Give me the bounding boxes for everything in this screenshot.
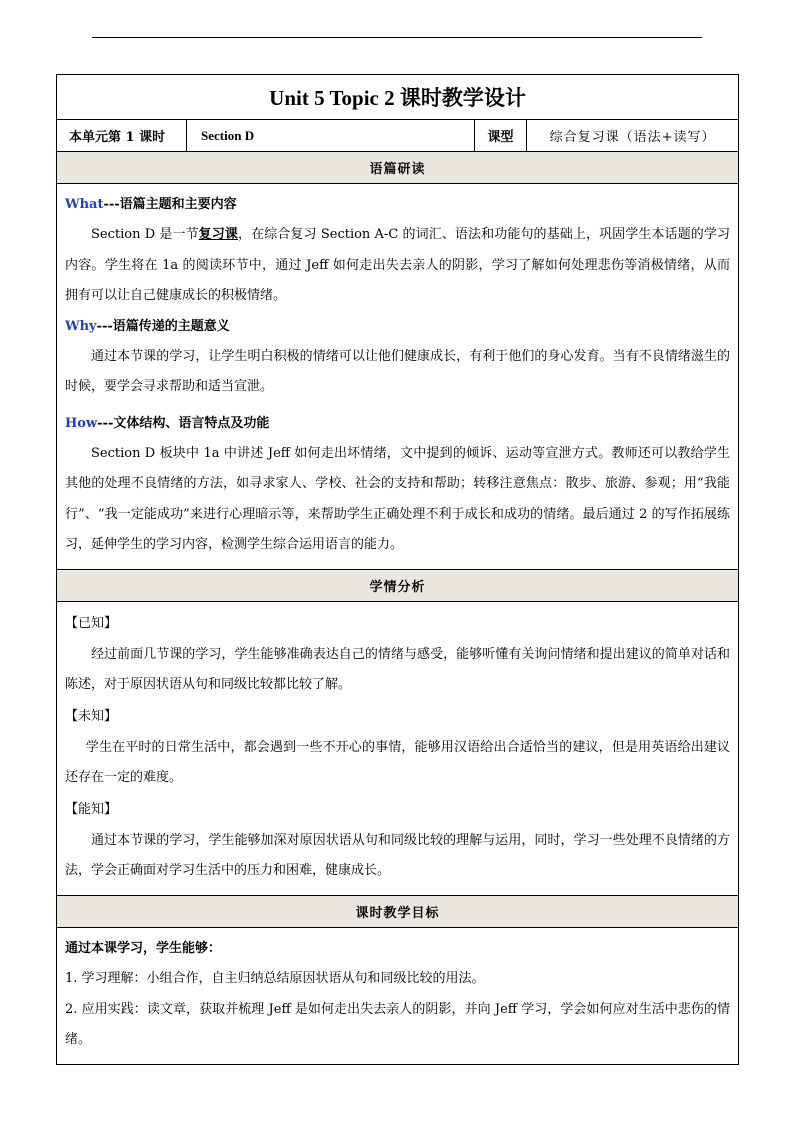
header-rule	[92, 37, 702, 38]
able-paragraph: 通过本节课的学习，学生能够加深对原因状语从句和同级比较的理解与运用，同时，学习一些处理不良情绪的方法，学会正确面对学习生活中的压力和困难，健康成长。	[65, 832, 731, 878]
analysis-body	[57, 601, 739, 895]
why-heading-text: ---语篇传递的主题意义	[96, 318, 230, 334]
discourse-body-row	[57, 184, 739, 570]
discourse-heading: 语篇研读	[57, 152, 739, 184]
lesson-number-label: 本单元第 1 课时	[57, 120, 187, 152]
what-text-after: ，在综合复习 Section A-C 的词汇、语法和功能句的基础上，巩固学生本话题的学习内容。学生将在 1a 的阅读环节中，通过 Jeff 如何走出失去亲人的阴影，学习了解如何处理悲伤等消极情绪，从而拥有可以让自己健康成长的积极情绪。	[65, 227, 731, 303]
goal-item: 2. 应用实践：读文章，获取并梳理 Jeff 是如何走出失去亲人的阴影，并向 Jeff 学习，学会如何应对生活中悲伤的情绪。	[65, 1001, 731, 1047]
lesson-type-label: 课型	[475, 120, 527, 152]
document-title: Unit 5 Topic 2 课时教学设计	[57, 75, 739, 120]
lesson-plan-table	[56, 74, 739, 1065]
discourse-heading-row	[57, 152, 739, 184]
known-paragraph: 经过前面几节课的学习，学生能够准确表达自己的情绪与感受，能够听懂有关询问情绪和提出建议的简单对话和陈述，对于原因状语从句和同级比较都比较了解。	[65, 646, 731, 692]
discourse-body	[57, 184, 739, 570]
how-heading	[65, 409, 730, 439]
what-heading	[65, 190, 730, 220]
what-highlight: 复习课	[198, 227, 238, 242]
how-paragraph: Section D 板块中 1a 中讲述 Jeff 如何走出坏情绪，文中提到的倾诉、运动等宣泄方式。教师还可以教给学生其他的处理不良情绪的方法，如寻求家人、学校、社会的支持和帮助；转移注意焦点：散步、旅游、参观；用“我能行”、“我一定能成功”来进行心理暗示等，来帮助学生正确处理不利于成长和成功的情绪。最后通过 2 的写作拓展练习，延伸学生的学习内容，检测学生综合运用语言的能力。	[65, 445, 731, 552]
what-key: What	[65, 197, 104, 212]
what-heading-text: ---语篇主题和主要内容	[103, 197, 237, 212]
goals-heading: 课时教学目标	[57, 895, 739, 927]
section-value: Section D	[187, 120, 475, 152]
analysis-heading-row	[57, 569, 739, 601]
unknown-paragraph: 学生在平时的日常生活中，都会遇到一些不开心的事情，能够用汉语给出合适恰当的建议，但是用英语给出建议还存在一定的难度。	[65, 739, 731, 785]
goal-item: 1. 学习理解：小组合作，自主归纳总结原因状语从句和同级比较的用法。	[65, 971, 485, 986]
analysis-heading: 学情分析	[57, 569, 739, 601]
why-key: Why	[65, 318, 97, 334]
unknown-label: 【未知】	[65, 708, 118, 724]
title-row	[57, 75, 739, 120]
able-label: 【能知】	[65, 801, 118, 817]
why-heading	[65, 312, 730, 342]
goals-heading-row	[57, 895, 739, 927]
how-key: How	[65, 415, 98, 431]
what-paragraph	[65, 220, 730, 312]
what-text-before: Section D 是一节	[91, 227, 199, 242]
goals-intro: 通过本课学习，学生能够：	[65, 940, 222, 956]
meta-row	[57, 120, 739, 152]
lesson-type-value: 综合复习课（语法+读写）	[527, 120, 739, 152]
known-label: 【已知】	[65, 615, 118, 631]
why-paragraph: 通过本节课的学习，让学生明白积极的情绪可以让他们健康成长，有利于他们的身心发育。当有不良情绪滋生的时候，要学会寻求帮助和适当宣泄。	[65, 348, 731, 394]
analysis-body-row	[57, 601, 739, 895]
goals-body	[57, 927, 739, 1064]
how-heading-text: ---文体结构、语言特点及功能	[97, 415, 270, 431]
goals-body-row	[57, 927, 739, 1064]
